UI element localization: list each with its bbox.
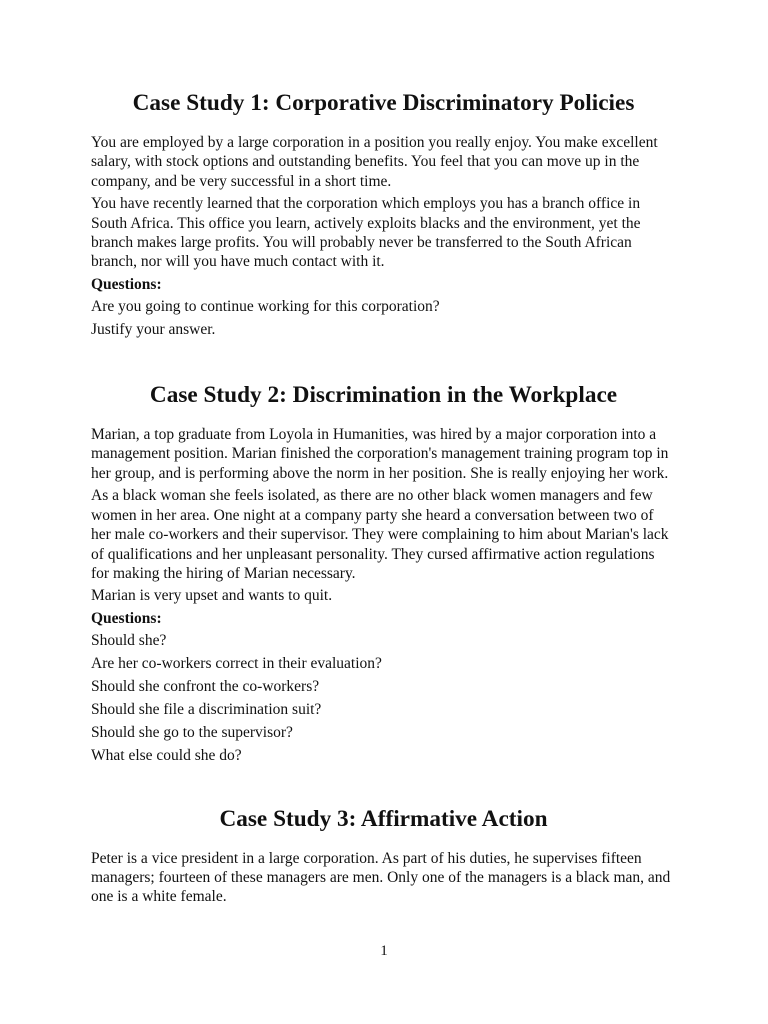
case-study-3-paragraph-1: Peter is a vice president in a large corporation. As part of his duties, he supervises fifteen managers; fourteen of these managers are men. Only one of the managers is a black man, and one is a white female. bbox=[91, 849, 671, 906]
case-study-2-paragraph-3: Marian is very upset and wants to quit. bbox=[91, 587, 333, 605]
case-study-2-question-3: Should she confront the co-workers? bbox=[91, 677, 320, 695]
case-study-2-question-4: Should she file a discrimination suit? bbox=[91, 700, 322, 718]
case-study-1-question-2: Justify your answer. bbox=[91, 321, 216, 339]
page-content bbox=[91, 90, 676, 910]
case-study-3 bbox=[91, 805, 676, 907]
case-study-1-paragraph-1: You are employed by a large corporation in a position you really enjoy. You make excellent salary, with stock options and outstanding benefits. You feel that you can move up in the company, and be very successful in a short time. bbox=[91, 134, 658, 190]
case-study-2-question-6: What else could she do? bbox=[91, 746, 242, 764]
case-study-2-questions-label: Questions: bbox=[91, 609, 162, 627]
case-study-1-paragraph-2: You have recently learned that the corporation which employs you has a branch office in South Africa. This office you learn, actively exploits blacks and the environment, yet the branch makes large profits. You will probably never be transferred to the South African branch, nor will you have much contact with it. bbox=[91, 195, 641, 271]
case-study-2-paragraph-2: As a black woman she feels isolated, as there are no other black women managers and few women in her area. One night at a company party she heard a conversation between two of her male co-workers and their supervisor. They were complaining to him about Marian's lack of qualifications and her unpleasant personality. They cursed affirmative action regulations for making the hiring of Marian necessary. bbox=[91, 487, 669, 582]
case-study-2-title: Case Study 2: Discrimination in the Workplace bbox=[149, 382, 618, 409]
case-study-2-question-2: Are her co-workers correct in their evaluation? bbox=[91, 655, 382, 673]
case-study-1 bbox=[91, 90, 676, 340]
page-number: 1 bbox=[380, 943, 388, 959]
case-study-1-question-1: Are you going to continue working for this corporation? bbox=[91, 298, 440, 316]
case-study-1-questions-label: Questions: bbox=[91, 275, 162, 293]
case-study-2 bbox=[91, 382, 676, 765]
case-study-2-question-5: Should she go to the supervisor? bbox=[91, 723, 293, 741]
case-study-3-title: Case Study 3: Affirmative Action bbox=[219, 805, 548, 832]
case-study-1-title: Case Study 1: Corporative Discriminatory Policies bbox=[132, 90, 635, 116]
case-study-2-question-1: Should she? bbox=[91, 632, 167, 650]
case-study-2-paragraph-1: Marian, a top graduate from Loyola in Humanities, was hired by a major corporation into a management position. Marian finished the corporation's management training program top in her group, and is performing above the norm in her position. She is really enjoying her work. bbox=[91, 426, 669, 482]
